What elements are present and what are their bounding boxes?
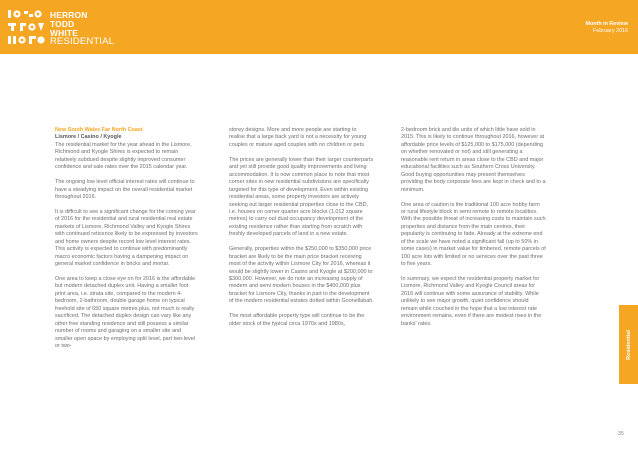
region-heading: New South Wales Far North Coast: [55, 127, 143, 133]
paragraph: In summary, we expect the residential property market for Lismore, Richmond Valley and Kyogle Council areas for 2016 will continue with some assurance of stability. While unlikely to see major growth, quiet confidence should remain while couched in the hope that a low interest rate environment remains, even if there are modest rises in the banks' rates.: [401, 276, 542, 327]
side-tab-label: [619, 305, 638, 384]
article-column-1: [55, 127, 200, 358]
paragraph: The prices are generally lower than their larger counterparts and yet still provide good quality improvements and living accommodation. It is now common place to note that most corner sites in new residential subdivisions are specifically targeted for this type of development. Even within existing residential areas, some property investors are actively seeking out larger residential properties close to the CBD, i.e. houses on corner quarter acre blocks (1,012 square metres) to carry out dual occupancy development of the existing residence rather than starting from scratch with freshly developed parcels of land in a new estate.: [229, 156, 374, 238]
logo-line-4: RESIDENTIAL: [50, 35, 115, 47]
report-title: Month in Review: [585, 21, 628, 27]
paragraph: The most affordable property type will continue to be the older stock of the typical circa 1970s and 1980s,: [229, 313, 365, 327]
paragraph: The residential market for the year ahead in the Lismore, Richmond and Kyogle Shires is expected to remain relatively subdued despite slightly improved consumer confidence and sale rates over the 2015 calendar year.: [55, 141, 192, 171]
logo-line-1: HERRON: [50, 10, 88, 20]
page-number: 35: [617, 431, 624, 437]
paragraph: Generally, properties within the $250,000 to $350,000 price bracket are likely to be the main price bracket receiving most of the activity within Lismore City for 2016, whereas it would be slightly lower in Casino and Kyogle at $200,000 to $300,000. However, we do note an increasing supply of modern and semi modern houses in the $400,000 plus bracket for Lismore City, thanks in part to the development of the modern residential estates dotted within Goonellabah.: [229, 246, 374, 305]
report-info: [585, 21, 628, 35]
paragraph: One area of caution is the traditional 100 acre hobby farm or rural lifestyle block in semi remote to remote localities. With the possible threat of increasing costs to maintain such properties and distance from the main centres, their popularity is continuing to fade. Already at the extreme end of the scale we have noted a significant fall (up to 50% in some cases) in market value for timbered, remote parcels of 100 acre lots with limited or no services over the past three to five years.: [401, 201, 546, 268]
company-logo: [8, 10, 118, 46]
report-date: February 2016: [592, 28, 628, 35]
logo-line-3: WHITE: [50, 27, 78, 38]
page-header: [0, 0, 638, 54]
logo-line-2: TODD: [50, 18, 75, 29]
side-tab-text: Residential: [625, 329, 632, 360]
article-column-2: [229, 127, 374, 336]
logo-mark-icon: [8, 10, 46, 46]
subregion-heading: Lismore / Casino / Kyogle: [55, 134, 122, 141]
logo-wordmark: [50, 11, 114, 47]
paragraph: It is difficult to see a significant change for the coming year of 2016 for the residential and rural residential real estate markets of Lismore, Richmond Valley and Kyogle Shires with continued reticence likely to be expressed by investors and home owners despite record low level interest rates. This activity is expected to continue with predominantly macro economic factors having a dampening impact on general market confidence in bricks and mortar.: [55, 208, 198, 268]
paragraph: 2-bedroom brick and tile units of which little have sold in 2015. This is likely to continue throughout 2016, however at affordable price levels of $125,000 to $175,000 (depending on whether renovated or not) and still generating a reasonable rent return in areas close to the CBD and major educational facilities such as Southern Cross University. Good buying opportunities may present themselves providing the body corporate fees are kept in check and to a minimum.: [401, 127, 546, 193]
paragraph: One area to keep a close eye on for 2016 is the affordable but modern detached duplex unit. Having a smaller foot print area, i.e. strata site, compared to the modern 4-bedroom, 2-bathroom, double garage home on typical freehold site of 650 square metres plus, not much is really sacrificed. The detached duplex design can vary like any other free standing residence and still possess a similar number of rooms and garaging on a smaller site and smaller open space by employing split level, part two-level or two-: [55, 276, 196, 350]
paragraph: The ongoing low level official interest rates will continue to have a steadying impact on the overall residential market throughout 2016.: [55, 179, 195, 201]
paragraph: storey designs. More and more people are starting to realise that a large back yard is not a necessity for young couples or mature aged couples with no children or pets.: [229, 127, 367, 148]
article-column-3: [401, 127, 546, 336]
section-side-tab: [619, 305, 638, 384]
